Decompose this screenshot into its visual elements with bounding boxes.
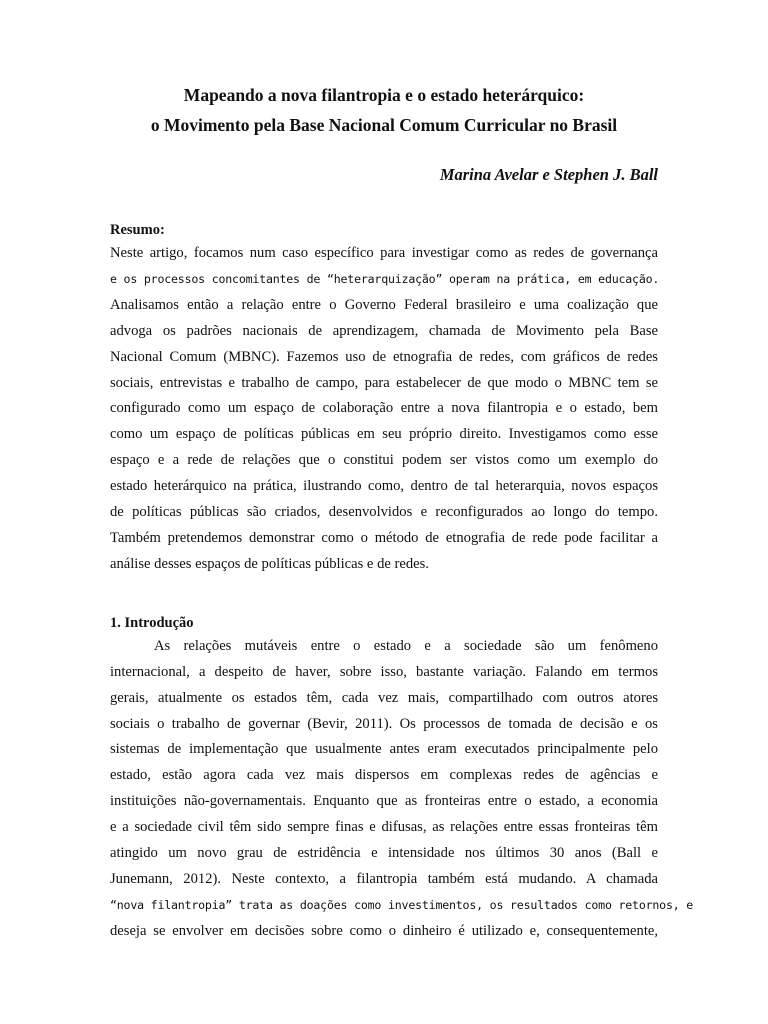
abstract-line: Neste artigo, focamos num caso específico para investigar como as redes de governança (110, 245, 658, 261)
introduction-line: “nova filantropia” trata as doações como investimentos, os resultados como retornos, e (110, 897, 694, 912)
introduction-line: estado, estão agora cada vez mais dispersos em complexas redes de agências e (110, 767, 658, 784)
introduction-line: sistemas de implementação que usualmente antes eram executados principalmente pelo (110, 741, 658, 758)
abstract-line: advoga os padrões nacionais de aprendizagem, chamada de Movimento pela Base (110, 322, 658, 339)
abstract-line: configurado como um espaço de colaboração entre a nova filantropia e o estado, bem (110, 400, 658, 417)
abstract-line: Também pretendemos demonstrar como o método de etnografia de rede pode facilitar a (110, 529, 658, 546)
title-line-2: o Movimento pela Base Nacional Comum Curricular no Brasil (150, 115, 618, 135)
abstract-paragraph (110, 241, 658, 578)
paper-authors: Marina Avelar e Stephen J. Ball (439, 165, 658, 184)
document-page (110, 80, 694, 945)
title-line-1: Mapeando a nova filantropia e o estado heterárquico: (183, 85, 585, 105)
introduction-line: gerais, atualmente os estados têm, cada vez mais, compartilhado com outros atores (110, 689, 658, 706)
abstract-line: e os processos concomitantes de “heterarquização” operam na prática, em educação. (110, 271, 660, 286)
introduction-line: As relações mutáveis entre o estado e a sociedade são um fenômeno (154, 637, 658, 654)
abstract-line: estado heterárquico na prática, ilustrando como, dentro de tal heterarquia, novos espaços (110, 478, 658, 495)
introduction-line: e a sociedade civil têm sido sempre finas e difusas, as relações entre essas fronteiras têm (110, 819, 658, 836)
introduction-line: instituições não-governamentais. Enquanto que as fronteiras entre o estado, a economia (110, 793, 658, 810)
abstract-line: espaço e a rede de relações que o constitui podem ser vistos como um exemplo do (110, 452, 658, 469)
abstract-line: Analisamos então a relação entre o Governo Federal brasileiro e uma coalização que (110, 296, 658, 313)
introduction-line: atingido um novo grau de estridência e intensidade nos últimos 30 anos (Ball e (110, 845, 658, 862)
abstract-line: Nacional Comum (MBNC). Fazemos uso de etnografia de redes, com gráficos de redes (110, 348, 658, 365)
paper-title (110, 80, 658, 140)
abstract-heading: Resumo: (110, 222, 165, 238)
introduction-paragraph (110, 634, 694, 945)
introduction-line: sociais o trabalho de governar (Bevir, 2011). Os processos de tomada de decisão e os (110, 715, 658, 732)
abstract-line: sociais, entrevistas e trabalho de campo, para estabelecer de que modo o MBNC tem se (110, 374, 658, 391)
introduction-heading: 1. Introdução (110, 614, 194, 631)
abstract-line: análise desses espaços de políticas públicas e de redes. (110, 555, 429, 572)
introduction-line: deseja se envolver em decisões sobre como o dinheiro é utilizado e, consequentemente, (110, 922, 658, 939)
introduction-line: internacional, a despeito de haver, sobre isso, bastante variação. Falando em termos (110, 663, 658, 680)
abstract-line: como um espaço de políticas públicas em seu próprio direito. Investigamos como esse (110, 426, 658, 443)
abstract-line: de políticas públicas são criados, desenvolvidos e reconfigurados ao longo do tempo. (110, 504, 658, 521)
introduction-line: Junemann, 2012). Neste contexto, a filantropia também está mudando. A chamada (110, 870, 658, 887)
